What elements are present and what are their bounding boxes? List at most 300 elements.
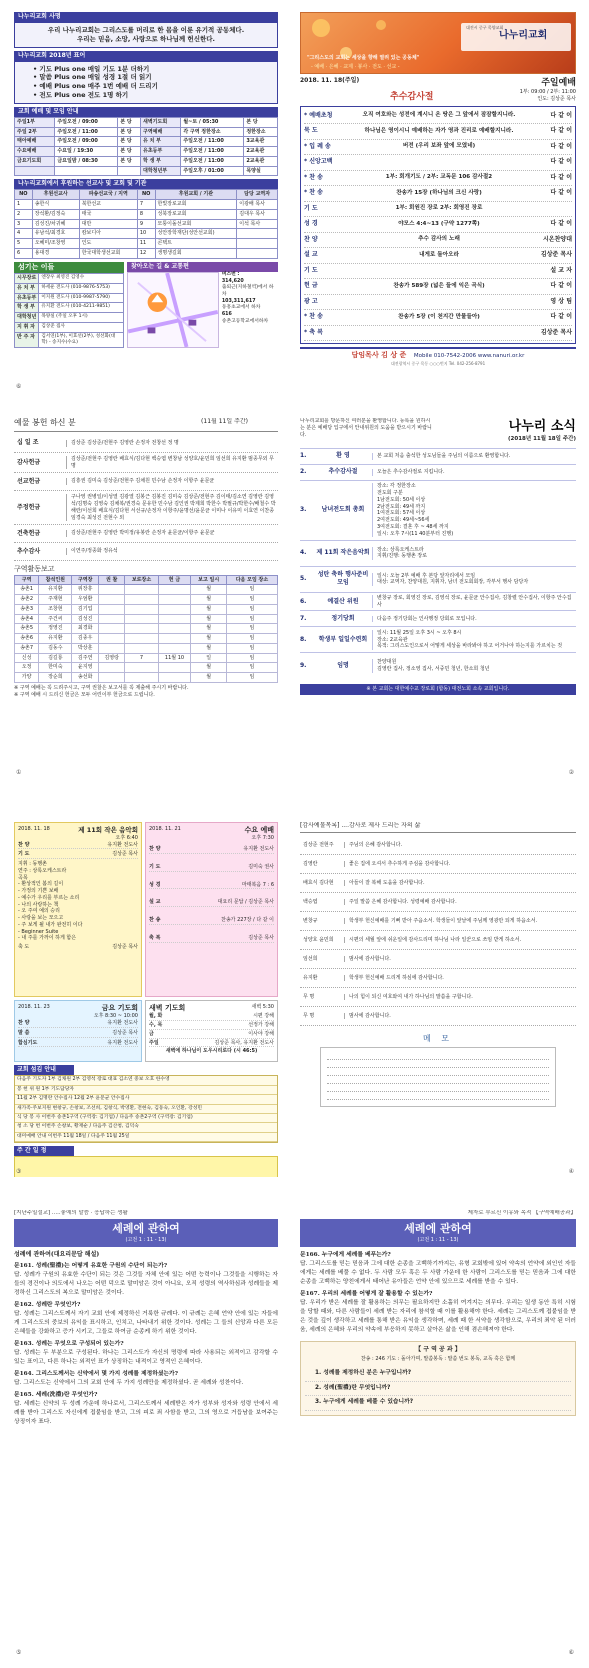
mission-cell: 생명생길회: [155, 248, 237, 258]
service-label: 합심기도: [18, 1039, 38, 1046]
report-cell: 월: [191, 634, 226, 644]
offering-row: [14, 525, 278, 543]
report-row: [15, 614, 278, 624]
mission-cell: 7: [137, 200, 155, 210]
memo-area[interactable]: [320, 1047, 556, 1107]
thanks-name: 무 명: [303, 1012, 315, 1019]
service-value: 시편 강해: [253, 1013, 274, 1020]
order-leader: 다 같 이: [550, 220, 572, 228]
report-cell: 박상훈: [72, 643, 99, 653]
service-value: 유지환 전도사: [243, 846, 274, 853]
service-row: [18, 842, 138, 850]
friday-title: 금요 기도회: [101, 1004, 138, 1012]
service-label: 찬 송: [149, 917, 161, 924]
report-cell: 송촌2: [15, 595, 39, 605]
question-heading: 문163. 성례는 무엇으로 구성되어 있는가?: [14, 1340, 124, 1347]
thanks-name: 유지환: [303, 974, 318, 981]
report-cell: 유지환: [39, 585, 72, 595]
wednesday-box: 2018. 11. 21 수요 예배 오후 7:30 찬 양 유지환 전도사 기 도 김미숙 권사 성 경 마태복음 7 : 6 설 교 대요리 문답 / 김상준 목사 찬 송 찬송가 227장 / 다 같 이 축 복 김상준 목사: [145, 822, 278, 997]
offering-row: [14, 473, 278, 491]
thanks-name: 성양호 윤민희: [303, 936, 334, 943]
report-cell: [98, 634, 125, 644]
report-row: [15, 634, 278, 644]
report-cell: 정영진: [39, 624, 72, 634]
offering-names: 김상준/전현주 김영란 박미정/유봉란 손정자 윤문균/이항주 윤문균: [66, 530, 278, 537]
service-label: 주일: [149, 1039, 159, 1046]
staff-role: 유 치 부: [15, 283, 39, 293]
service-value: 김상준 목사: [112, 851, 138, 858]
order-label: * 예배초청: [304, 111, 333, 119]
mission-cell: 인도: [79, 239, 137, 249]
report-cell: 송촌3: [15, 604, 39, 614]
thanks-text: 범사에 감사합니다.: [344, 1013, 576, 1020]
staff-row: [15, 322, 124, 332]
vision-line: 우리는 믿음, 소망, 사랑으로 하나님께 헌신한다.: [76, 34, 216, 43]
mission-cell: 태국: [79, 209, 137, 219]
report-cell: 임: [226, 643, 277, 653]
service-row: [149, 935, 274, 943]
order-content: 찬송가 589장 (넓은 들에 익은 곡식): [393, 282, 485, 289]
mission-row: [15, 200, 278, 210]
order-label: 광 고: [304, 297, 318, 305]
news-item: [300, 464, 576, 480]
news-number: 9.: [300, 661, 307, 669]
worship-cell: [15, 166, 55, 176]
worship-cell: 각 구역 정한장소: [181, 127, 244, 137]
question-item: 3. 누구에게 세례를 베풀 수 있습니까?: [305, 1396, 571, 1411]
staff-name: 이지원 전도사 (010-9987-5790): [39, 293, 124, 303]
report-header-cell: 구역: [15, 575, 39, 585]
mission-cell: 북한선교: [79, 200, 137, 210]
thanks-text: 아들이 잘 복해 도움을 감사합니다.: [344, 880, 576, 887]
news-number: 3.: [300, 506, 307, 514]
news-body: 장소: 상록오케스트라 지휘/진행: 동행촌 장로: [372, 547, 576, 561]
offering-type: 추수감사: [17, 547, 41, 555]
page-info: [14, 12, 278, 392]
service-label: 기 도: [18, 851, 30, 858]
offering-row: [14, 543, 278, 561]
report-cell: [158, 663, 191, 673]
service-row: [18, 1030, 138, 1038]
banner-line2: - 예배 · 은혜 · 교제 · 봉사 · 전도 · 선교 -: [311, 64, 400, 70]
service-row: [149, 899, 274, 907]
goal-item: • 기도 Plus one 매일 기도 1분 더하기: [33, 64, 150, 73]
sermon-top: [지난주일설교] .....놓예의 말씀 · 응답하는 생활: [14, 1210, 128, 1216]
report-row: [15, 585, 278, 595]
mission-title: 나누리교회에서 후원하는 선교사 및 교회 및 기관: [14, 179, 278, 189]
report-header-cell: 참석인원: [39, 575, 72, 585]
footer-contact: Mobile 010-7542-2006 www.nanuri.or.kr: [413, 353, 525, 360]
worship-cell: 본 당: [118, 156, 141, 166]
worship-cell: 3교육관: [244, 137, 278, 147]
thanks-text: 좋은 집에 오셔서 추수하게 주심을 감사합니다.: [344, 861, 576, 868]
service-value: 찬송가 227장 / 다 같 이: [221, 917, 274, 924]
banner: [300, 12, 576, 74]
program-line: - 가정의 기쁜 보배: [18, 888, 59, 895]
report-cell: 임: [226, 663, 277, 673]
offering-row: [14, 435, 278, 453]
report-cell: 월: [191, 643, 226, 653]
service-row: [149, 1013, 274, 1021]
report-header-cell: 헌 금: [158, 575, 191, 585]
offering-title: 예물 봉헌 하신 분: [14, 418, 76, 427]
service-row: [18, 1020, 138, 1028]
mission-cell: 한빛장로교회: [155, 200, 237, 210]
report-cell: [158, 585, 191, 595]
worship-cell: 본 당: [118, 137, 141, 147]
mission-header-cell: 후원교회 / 기관: [155, 190, 237, 200]
report-cell: [158, 643, 191, 653]
worship-row: [15, 147, 278, 157]
serve-row: 식 당 봉 사 이번주 송촌1구역 (구역장: 김기업) / 다음주 송촌2구역 (구역장: 김기업): [15, 1114, 277, 1123]
offering-row: [14, 453, 278, 474]
church-name: 나누리교회: [499, 30, 548, 41]
worship-cell: [118, 166, 141, 176]
report-cell: 주건씨: [39, 614, 72, 624]
report-cell: [158, 614, 191, 624]
mission-cell: [237, 248, 278, 258]
staff-name: 김상준 집사: [39, 322, 124, 332]
news-body: 본 교회 처음 출석한 성도님들을 주님의 이름으로 환영합니다.: [372, 453, 576, 460]
mission-header-cell: NO: [15, 190, 33, 200]
program-line: 지휘 : 동행촌: [18, 861, 48, 868]
report-cell: 한미숙: [39, 663, 72, 673]
sermon-title: 세례에 관하여: [112, 1222, 180, 1236]
questions-title: 【 구 역 공 과 】: [415, 1345, 461, 1353]
program-line: - 주 보게 될 내가 완전히 이다: [18, 921, 83, 928]
page-thanks: [300, 822, 576, 1177]
thanks-row: [300, 855, 576, 874]
mission-cell: 성북장로교회: [155, 209, 237, 219]
order-leader: 김상준 목사: [540, 251, 572, 259]
report-cell: [158, 673, 191, 683]
report-cell: [158, 634, 191, 644]
thanks-name: 김상준 전현주: [303, 841, 334, 848]
news-item: [300, 626, 576, 652]
worship-row: [15, 137, 278, 147]
report-cell: 우엄환: [72, 595, 99, 605]
order-leader: 다 같 이: [550, 158, 572, 166]
order-content: 찬송가 5장 (이 천지간 만물들아): [398, 313, 480, 320]
page-order: [300, 12, 576, 392]
report-cell: [125, 643, 158, 653]
order-leader: 다 같 이: [550, 173, 572, 181]
report-cell: 일: [191, 653, 226, 663]
report-note: ※ 구역 예배는 꼭 드려주시고, 구역 권찰은 보고서를 꼭 제출해 주시기 바랍니다.: [14, 684, 189, 691]
dawn-title: 새벽 기도회: [149, 1004, 186, 1012]
mission-header-cell: NO: [137, 190, 155, 200]
thanks-text: 범사에 감사합니다.: [344, 956, 576, 963]
service-title: 주일예배: [541, 78, 576, 88]
thanks-text: 시편의 세월 앞에 쉬운일에 감사드리며 하나님 나라 일꾼으로 쓰임 받게 하소서.: [344, 937, 576, 944]
serve-row: 새가족·주보지원 변창규, 손창보, 조선희, 김창식, 박영환, 전현숙, 김동숙, 오인환, 강성민: [15, 1105, 277, 1114]
service-value: 마태복음 7 : 6: [241, 881, 274, 888]
mission-cell: 캄보디아: [79, 229, 137, 239]
study-top: 제자로 부르신 이유와 목적 【구역예배공과】: [467, 1210, 576, 1216]
news-week: (2018년 11월 18일 주간): [508, 435, 576, 442]
report-cell: [125, 624, 158, 634]
report-cell: 유지환: [39, 634, 72, 644]
mission-cell: 이광배 목사: [237, 200, 278, 210]
staff-role: 반 주 자: [15, 332, 39, 347]
mission-cell: 2: [15, 209, 33, 219]
mission-cell: 4: [15, 229, 33, 239]
thanks-row: [300, 836, 576, 855]
report-cell: 오정: [15, 663, 39, 673]
memo-title: 메 모: [423, 1034, 453, 1044]
news-item: [300, 610, 576, 626]
news-heading: 임명: [337, 661, 349, 669]
staff-row: [15, 332, 124, 347]
report-note: ※ 구역 예배 시 드리신 헌금은 모두 어린이부 헌금으로 드립니다.: [14, 691, 155, 698]
report-cell: 김영랑: [98, 653, 125, 663]
report-cell: 임: [226, 653, 277, 663]
question-heading: 문161. 성례(聖禮)는 어떻게 유효한 구원의 수단이 되는가?: [14, 1263, 168, 1270]
service-value: 김미숙 권사: [248, 863, 274, 870]
service-label: 성 경: [149, 881, 161, 888]
report-cell: 월: [191, 585, 226, 595]
memo-line: [327, 1092, 549, 1100]
report-cell: 월: [191, 624, 226, 634]
answer-paragraph: 답. 성례는 두 부분으로 구성된다. 하나는 그리스도가 자신의 명령에 따라 사용되는 외적이고 감각할 수 있는 표이고, 다른 하나는 외적인 표가 상징하는 내적이고 영적인 은혜이다.: [14, 1349, 278, 1365]
worship-cell: 대학청년부: [141, 166, 181, 176]
report-cell: 월: [191, 595, 226, 605]
answer-paragraph: 답. 우리가 받은 세례를 잘 활용하는 의무는 필요하지만 소홀히 여겨지는 의무다. 우리는 일생 동안 특히 시험을 당할 때와, 다른 사람들이 세례 받는 자리에 참석할 때 이를 활용해야 한다. 세례는 그리스도께 접붙임을 받은 것을 깊이 생각하고 세례를 통해 받은 유익을 생각하며, 세례 때 한 서약을 생각함으로, 우리의 죄악 된 더러움, 세례의 은혜와 우리의 약속에 부응하지 못하고 살아온 삶을 인해 겸손해져야 한다.: [300, 1299, 576, 1333]
worship-row: [15, 156, 278, 166]
report-cell: 월: [191, 604, 226, 614]
report-header-cell: 보고 일시: [191, 575, 226, 585]
program-line: 곡목: [18, 874, 28, 881]
serve-row: 봉 헌 위 원 1부 기도담당자: [15, 1086, 277, 1095]
worship-table: [14, 117, 278, 177]
staff-role: 대학청년: [15, 313, 39, 323]
offering-names: 김흥권 김미숙 김상준/전현주 김채원 민수남 손정자 이항주 윤문균: [66, 478, 278, 485]
report-cell: 송촌6: [15, 634, 39, 644]
answer-paragraph: 답. 그리스도는 신약에서 그의 교회 안에 두 가지 성례만을 제정하셨다. 곧 세례와 성찬이다.: [14, 1379, 244, 1386]
report-cell: 7: [125, 653, 158, 663]
news-item: [300, 652, 576, 678]
news-heading: 남녀전도회 총회: [321, 506, 365, 514]
program-line: - 환상적인 봄의 길이: [18, 881, 64, 888]
order-item: [304, 109, 572, 125]
mission-cell: 송한식: [32, 200, 79, 210]
order-content: 야모스 4:4~13 (구약 1277쪽): [398, 220, 480, 227]
service-row: [149, 864, 274, 872]
worship-cell: 본 당: [118, 147, 141, 157]
staff-role: 시무장로: [15, 274, 39, 284]
thanks-name: 배효식 김다현: [303, 879, 334, 886]
page-number: ④: [568, 1167, 574, 1175]
report-cell: 송촌4: [15, 614, 39, 624]
order-leader: 다 같 이: [550, 282, 572, 290]
worship-cell: 목양실: [244, 166, 278, 176]
report-cell: 임: [226, 634, 277, 644]
memo-line: [327, 1052, 549, 1060]
news-heading: 추수감사절: [328, 468, 358, 476]
order-leader: 김상준 목사: [540, 328, 572, 336]
offering-type: 십 일 조: [17, 439, 39, 447]
report-cell: [98, 673, 125, 683]
mission-cell: 12: [137, 248, 155, 258]
order-item: [304, 140, 572, 156]
service-value: 선정가 강해: [248, 1022, 274, 1029]
report-cell: [125, 614, 158, 624]
worship-cell: 정한장소: [244, 127, 278, 137]
news-number: 7.: [300, 614, 307, 622]
worship-cell: 수요일 / 19:30: [55, 147, 118, 157]
report-row: [15, 624, 278, 634]
order-content: 오직 여호와는 성전에 계시니 온 땅은 그 앞에서 잠잠할지니라.: [362, 112, 516, 119]
thanks-text: 학생부 헌신예배를 기뻐 받아 주옵소서. 학생들이 앞날에 주님께 영광만 되게 하옵소서.: [344, 918, 576, 925]
serve-title: 교회 섬김 안내: [14, 1065, 74, 1075]
order-item: [304, 264, 572, 280]
news-footer: ※ 본 교회는 대한예수교 장로회 (합동) 대전노회 소속 교회입니다.: [300, 684, 576, 695]
mission-cell: 모퉁이돌선교회: [155, 219, 237, 229]
program-line: - 오 주여 예의 승리: [18, 908, 60, 915]
report-cell: [98, 585, 125, 595]
footer-address: 대전광역시 중구 목동 ○○○번지 Tel. 042-256-8791: [390, 360, 486, 366]
service-label: 금: [149, 1030, 154, 1037]
sermon-subtitle: 성례에 관하여(대요리문답 해설): [14, 1251, 100, 1259]
order-content: 내게로 돌아오라: [419, 251, 459, 258]
report-cell: 가양: [15, 673, 39, 683]
report-cell: [125, 673, 158, 683]
mission-table: [14, 189, 278, 258]
report-row: [15, 595, 278, 605]
report-cell: [125, 585, 158, 595]
mission-cell: 10: [137, 229, 155, 239]
offering-names: 구나영 권병일/이성열 김광열 김봉근 김봉진 김미숙 김상준/전현주 김이태/김소연 김영란 김영석/김명숙 김영숙 김채복/권경숙 문유한 민수남 김인권 박제희 박한수 박필규/박한수/배철수 박해란/이선희 배효식/김다현 서선규/손정자 이항주/윤명선/윤문균 이미나 이유미 이효연 이찬종 임경숙 최성진 전현수 외: [66, 494, 278, 521]
order-item: [304, 202, 572, 218]
answer-paragraph: 답. 세례는 신약의 두 성례 가운데 하나로서, 그리스도께서 세례받은 자가 성부와 성자와 성령 안에서 세례를 받아 그리스도 자신에게 접붙임을 받고, 그의 피로 죄 사함을 받고, 그의 영으로 거듭남을 보여주는 상징이자 표다.: [14, 1400, 278, 1425]
order-item: [304, 295, 572, 311]
report-cell: 송촌5: [15, 624, 39, 634]
mission-cell: 6: [15, 248, 33, 258]
worship-cell: 본 당: [244, 117, 278, 127]
mission-cell: 이석 목사: [237, 219, 278, 229]
memo-line: [327, 1084, 549, 1092]
thanks-row: [300, 912, 576, 931]
worship-row: [15, 127, 278, 137]
staff-row: [15, 303, 124, 313]
mission-cell: 장석환/김정숙: [32, 209, 79, 219]
worship-cell: 유초등부: [141, 147, 181, 157]
order-label: 성 경: [304, 220, 318, 228]
offering-type: 건축헌금: [17, 529, 41, 537]
news-heading: 성탄 축하 행사준비 모임: [317, 571, 369, 587]
serve-row: 11월 2부 김명란 안수집사 12월 2부 윤문균 안수집사: [15, 1095, 277, 1104]
order-leader: 영 상 팀: [550, 297, 572, 305]
vision-line: 우리 나누리교회는 그리스도를 머리로 한 몸을 이룬 유기적 공동체다.: [47, 26, 245, 35]
mission-row: [15, 248, 278, 258]
question-list: [305, 1367, 571, 1411]
service-label: 기 도: [149, 863, 161, 870]
worship-row: [15, 117, 278, 127]
offering-names: 김상준 김상준/전현주 김영란 손정자 전창선 정 명: [66, 440, 278, 447]
mission-cell: 9: [137, 219, 155, 229]
news-intro: 나누리교회를 방문하신 여러분을 환영합니다. 등록을 원하시는 분은 예배당 입구에서 안내위원의 도움을 받으시기 바랍니다.: [300, 418, 432, 438]
page-number: ⑥: [16, 382, 22, 390]
worship-title: 교회 예배 및 모임 안내: [14, 107, 278, 117]
news-number: 2.: [300, 468, 307, 476]
page-number: ①: [16, 768, 22, 776]
news-body: 다음주 정기당회는 인사행정 당회로 모입니다.: [372, 616, 576, 623]
order-label: * 찬 송: [304, 313, 323, 321]
memo-line: [327, 1076, 549, 1084]
study-header: [300, 1219, 576, 1247]
thanks-row: [300, 874, 576, 893]
page-number: ②: [568, 768, 574, 776]
service-row: [149, 1031, 274, 1039]
page-number: ⑥: [568, 1648, 574, 1656]
report-cell: [98, 663, 125, 673]
thanks-row: [300, 988, 576, 1007]
worship-cell: 주일오전 / 09:00: [55, 117, 118, 127]
thanks-row: [300, 1007, 576, 1026]
report-cell: [98, 624, 125, 634]
worship-cell: 주일오전 / 11:00: [181, 147, 244, 157]
report-cell: 임: [226, 595, 277, 605]
map-illustration: [127, 272, 219, 348]
question-heading: 문165. 세례(洗禮)란 무엇인가?: [14, 1391, 98, 1398]
order-content: 하나님은 영이시니 예배하는 자가 영과 진리로 예배할지니라.: [364, 127, 514, 134]
report-cell: 장순희: [39, 673, 72, 683]
mission-cell: 1: [15, 200, 33, 210]
mission-cell: 5: [15, 239, 33, 249]
report-cell: 송촌7: [15, 643, 39, 653]
answer-paragraph: 답. 그리스도를 믿는 믿음과 그에 대한 순종을 고백하기까지는, 유형 교회밖에 있어 약속의 언약에 외인인 자들에게는 세례를 베풀 수 없다. 두 사람 모두 혹은 두 사람 가운데 한 사람이 그리스도를 믿는 믿음과 그에 대한 순종을 고백하는 양친에게서 태어난 유아들은 언약 안에 있으므로 세례를 받을 수 있다.: [300, 1261, 576, 1285]
news-heading: 제 11회 작은음악회: [316, 549, 370, 557]
service-row: [18, 851, 138, 859]
mission-cell: 김대우 목사: [237, 209, 278, 219]
goals-title: 나누리교회 2018년 표어: [14, 51, 278, 61]
service-row: [149, 882, 274, 890]
order-label: 설 교: [304, 251, 318, 259]
service-row: [18, 1040, 138, 1048]
report-cell: 임: [226, 604, 277, 614]
concert-title: 제 11회 작은 음악회: [78, 826, 138, 834]
service-value: 유지환 전도사: [107, 1039, 138, 1046]
order-item: [304, 310, 572, 326]
order-item: [304, 326, 572, 342]
worship-cell: 본 당: [118, 117, 141, 127]
staff-row: [15, 283, 124, 293]
preacher: 인도: 김상준 목사: [537, 95, 576, 102]
mission-cell: 성안장학재단(성안선교회): [155, 229, 237, 239]
page-news: [300, 418, 576, 778]
concert-box: 2018. 11. 18 제 11회 작은 음악회 오후 6:40 찬 양 유지환 전도사 기 도 김상준 목사 지휘 : 동행촌 연주 : 상록오케스트라 곡목 - 환상적인 봄의 길이 - 가정의 기쁜 보배 - 예수가 우리를 부르는 소리 - 나의 사랑하는 책 - 오 주여 예의 승리 - 사랑을 보는 모으고 - 주 보게 될 내가 완전히 이다 - Beginner Suite - 내 주를 가까이 하게 함은 축 도 김상준 목사: [14, 822, 142, 997]
thanks-list: [300, 836, 576, 1026]
report-header-cell: 다음 모임 장소: [226, 575, 277, 585]
news-body: 오늘은 추수감사절로 지킵니다.: [372, 469, 576, 476]
mission-header-cell: 후원선교사: [32, 190, 79, 200]
news-body: 장소: 각 정한장소 전도회 구분 1남전도회: 50세 이상 2남전도회: 49세 까지 1여전도회: 57세 이상 2여전도회: 49세~56세 3여전도회: 결혼 후 ~ 48세 까지 일시: 오후 7시(11 40분부터 진행): [372, 483, 576, 537]
question-heading: 문167. 우리의 세례를 어떻게 잘 활용할 수 있는가?: [300, 1290, 433, 1297]
news-heading: 환 영: [336, 452, 350, 460]
offering-list: [14, 435, 278, 562]
service-row: [149, 917, 274, 925]
order-list: [300, 106, 576, 345]
news-number: 1.: [300, 452, 307, 460]
sermon-body: [14, 1262, 278, 1427]
serve-row: 대미예배 안내 이번주 11월 18일 / 다음주 11월 25일: [15, 1133, 277, 1142]
news-item: [300, 592, 576, 611]
program-line: 연주 : 상록오케스트라: [18, 867, 67, 874]
thanks-text: 나의 힘이 되신 여호와여 내가 하나님의 말씀을 구합니다.: [344, 994, 576, 1001]
offering-type: 선교헌금: [17, 477, 41, 485]
mission-row: [15, 229, 278, 239]
report-cell: 임: [226, 624, 277, 634]
